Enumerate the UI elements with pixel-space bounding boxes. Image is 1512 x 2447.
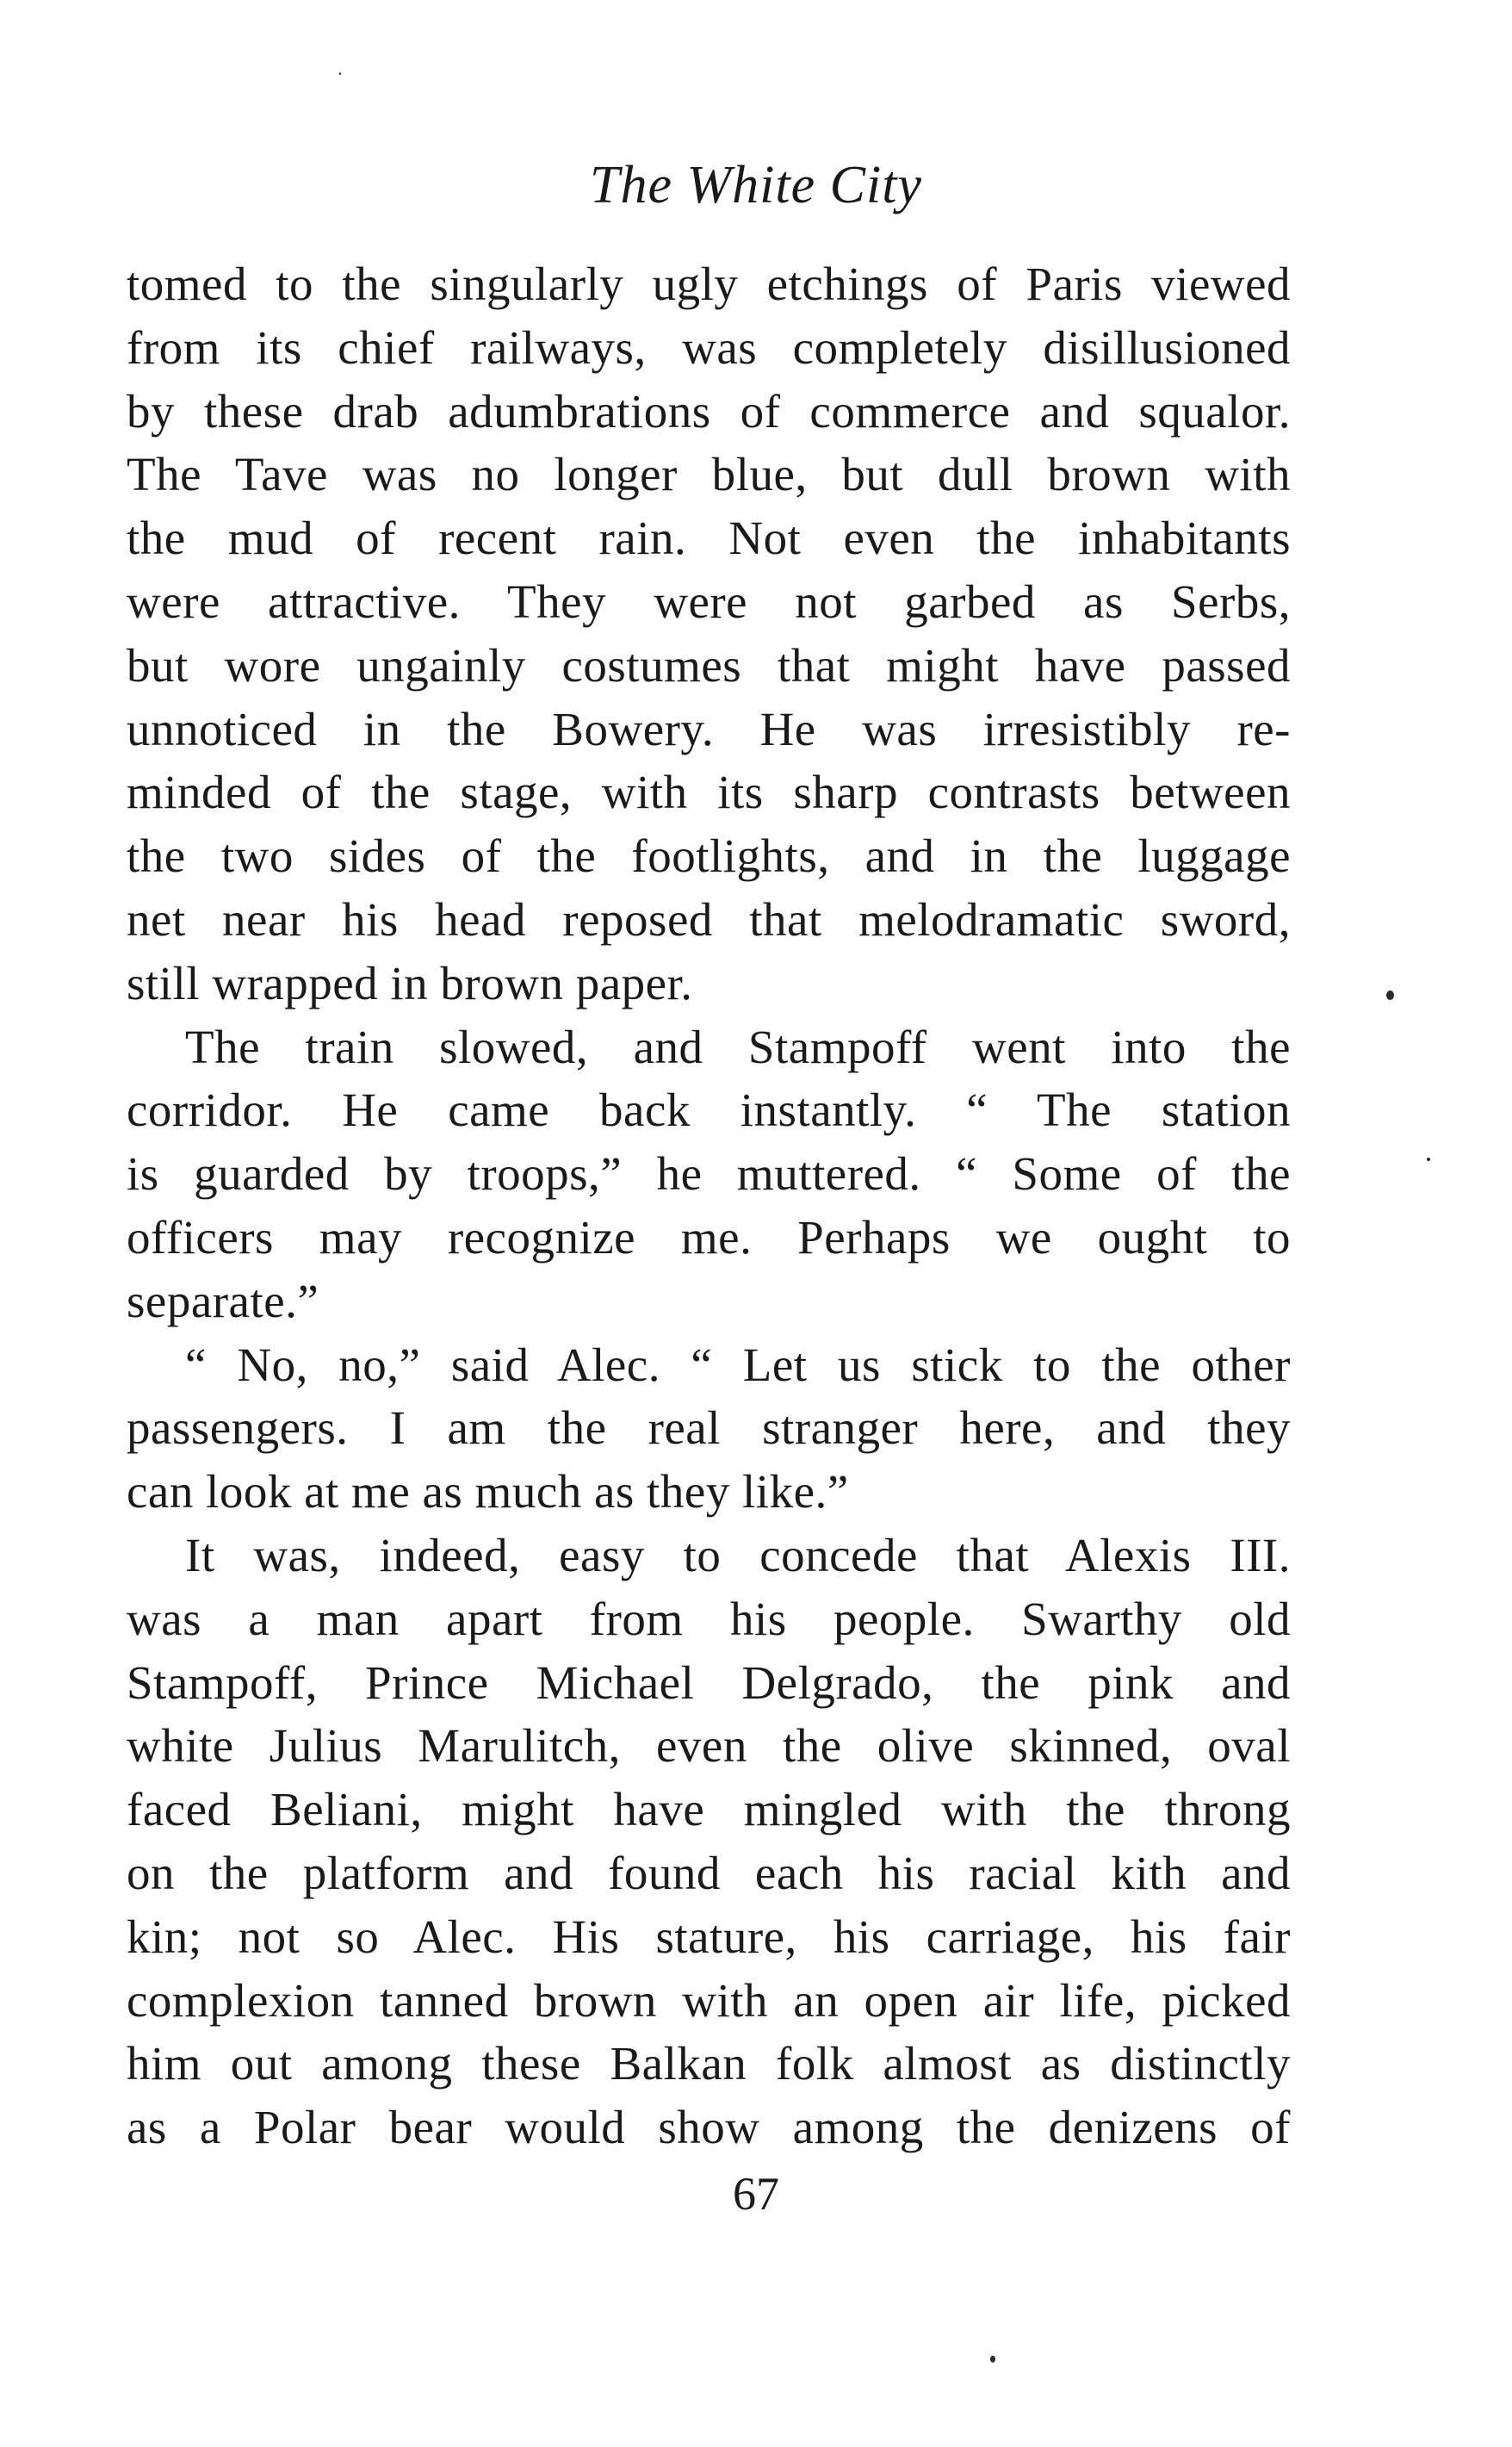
- text-line: tomed to the singularly ugly etchings of Paris viewed: [127, 258, 1291, 310]
- text-line: faced Beliani, might have mingled with the throng: [127, 1783, 1291, 1836]
- text-line: passengers. I am the real stranger here, and they: [127, 1401, 1291, 1455]
- text-line: minded of the stage, with its sharp contrasts between: [127, 766, 1291, 819]
- text-line: complexion tanned brown with an open air life, picked: [127, 1973, 1291, 2027]
- text-line: but wore ungainly costumes that might have passed: [127, 638, 1291, 692]
- running-head: The White City: [590, 156, 922, 214]
- text-line: The train slowed, and Stampoff went into the: [185, 1020, 1291, 1073]
- text-line: unnoticed in the Bowery. He was irresistibly re-: [127, 702, 1291, 755]
- text-line: net near his head reposed that melodramatic sword,: [127, 892, 1291, 946]
- text-line: The Tave was no longer blue, but dull brown with: [127, 448, 1291, 501]
- text-line: can look at me as much as they like.”: [127, 1465, 849, 1519]
- scan-speck: [339, 72, 341, 75]
- text-line: is guarded by troops,” he muttered. “ Some of the: [127, 1147, 1291, 1201]
- text-line: the mud of recent rain. Not even the inhabitants: [127, 512, 1291, 565]
- text-line: as a Polar bear would show among the denizens of: [127, 2101, 1291, 2154]
- text-line: still wrapped in brown paper.: [127, 956, 693, 1009]
- text-line: It was, indeed, easy to concede that Alexis III.: [185, 1528, 1291, 1581]
- text-line: on the platform and found each his racial kith and: [127, 1846, 1291, 1899]
- text-line: kin; not so Alec. His stature, his carriage, his fair: [127, 1910, 1291, 1963]
- text-line: the two sides of the footlights, and in the luggage: [127, 829, 1291, 883]
- scan-speck: [990, 2356, 995, 2363]
- scan-speck: [1427, 1158, 1430, 1161]
- text-line: was a man apart from his people. Swarthy old: [127, 1592, 1291, 1645]
- text-line: white Julius Marulitch, even the olive skinned, oval: [127, 1719, 1291, 1773]
- text-line: corridor. He came back instantly. “ The station: [127, 1084, 1291, 1137]
- text-line: Stampoff, Prince Michael Delgrado, the pink and: [127, 1655, 1291, 1709]
- text-line: were attractive. They were not garbed as Serbs,: [127, 574, 1291, 628]
- text-line: from its chief railways, was completely disillusioned: [127, 320, 1291, 374]
- body-text: [127, 252, 1291, 2159]
- text-line: separate.”: [127, 1274, 319, 1327]
- text-line: by these drab adumbrations of commerce and squalor.: [127, 384, 1291, 438]
- scan-speck: [1386, 991, 1394, 1000]
- page-number: 67: [733, 2168, 779, 2220]
- text-line: “ No, no,” said Alec. “ Let us stick to the other: [185, 1338, 1291, 1391]
- text-line: officers may recognize me. Perhaps we ought to: [127, 1210, 1291, 1264]
- text-line: him out among these Balkan folk almost as distinctly: [127, 2037, 1291, 2090]
